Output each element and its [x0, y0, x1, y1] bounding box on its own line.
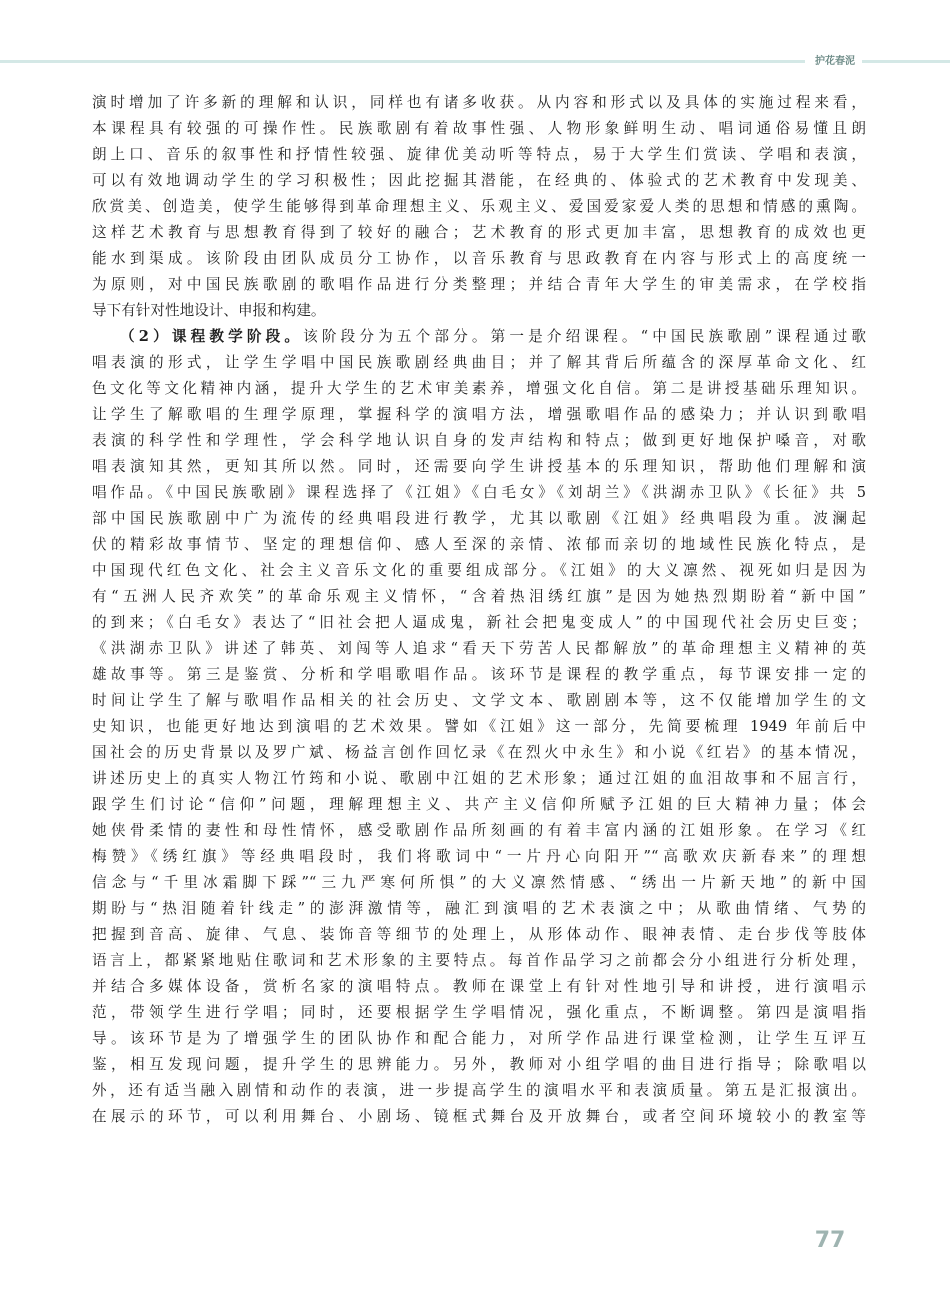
text-line: 有“五洲人民齐欢笑”的革命乐观主义情怀，“含着热泪绣红旗”是因为她热烈期盼着“新中国” — [92, 588, 866, 605]
text-line: 《洪湖赤卫队》讲述了韩英、刘闯等人追求“看天下劳苦人民都解放”的革命理想主义精神的英 — [92, 640, 866, 657]
text-line: 外，还有适当融入剧情和动作的表演，进一步提高学生的演唱水平和表演质量。第五是汇报演出。 — [92, 1082, 866, 1099]
header-rule-left — [0, 60, 805, 63]
text-line: 跟学生们讨论“信仰”问题，理解理想主义、共产主义信仰所赋予江姐的巨大精神力量；体会 — [92, 796, 866, 813]
text-line: 梅赞》《绣红旗》等经典唱段时，我们将歌词中“一片丹心向阳开”“高歌欢庆新春来”的理想 — [92, 848, 866, 865]
text-line: 导。该环节是为了增强学生的团队协作和配合能力，对所学作品进行课堂检测，让学生互评互 — [92, 1030, 866, 1047]
text-line: 表演的科学性和学理性，学会科学地认识自身的发声结构和特点；做到更好地保护嗓音，对歌 — [92, 432, 866, 449]
text-line: 信念与“千里冰霜脚下踩”“三九严寒何所惧”的大义凛然情感、“绣出一片新天地”的新中国 — [92, 874, 866, 891]
text-line: 鉴，相互发现问题，提升学生的思辨能力。另外，教师对小组学唱的曲目进行指导；除歌唱以 — [92, 1056, 866, 1073]
text-line: 这样艺术教育与思想教育得到了较好的融合；艺术教育的形式更加丰富，思想教育的成效也更 — [92, 224, 866, 241]
text-line: 本课程具有较强的可操作性。民族歌剧有着故事性强、人物形象鲜明生动、唱词通俗易懂且朗 — [92, 120, 866, 137]
text-line: 为原则，对中国民族歌剧的歌唱作品进行分类整理；并结合青年大学生的审美需求，在学校指 — [92, 276, 866, 293]
text-line: 的到来；《白毛女》表达了“旧社会把人逼成鬼，新社会把鬼变成人”的中国现代社会历史巨变； — [92, 614, 866, 631]
paragraph-2-first-line — [92, 324, 866, 350]
page-number: 77 — [814, 1228, 846, 1253]
text-line: 唱表演知其然，更知其所以然。同时，还需要向学生讲授基本的乐理知识，帮助他们理解和演 — [92, 458, 866, 475]
text-line: 她侠骨柔情的妻性和母性情怀，感受歌剧作品所刻画的有着丰富内涵的江姐形象。在学习《红 — [92, 822, 866, 839]
text-line: 史知识，也能更好地达到演唱的艺术效果。譬如《江姐》这一部分，先简要梳理 1949 年前后中 — [92, 718, 866, 735]
text-line: 色文化等文化精神内涵，提升大学生的艺术审美素养，增强文化自信。第二是讲授基础乐理知识。 — [92, 380, 866, 397]
text-line: 范，带领学生进行学唱；同时，还要根据学生学唱情况，强化重点，不断调整。第四是演唱指 — [92, 1004, 866, 1021]
text-line: 让学生了解歌唱的生理学原理，掌握科学的演唱方法，增强歌唱作品的感染力；并认识到歌唱 — [92, 406, 866, 423]
paragraph-1 — [92, 90, 866, 324]
text-line: 可以有效地调动学生的学习积极性；因此挖掘其潜能，在经典的、体验式的艺术教育中发现美、 — [92, 172, 866, 189]
text-line: 欣赏美、创造美，使学生能够得到革命理想主义、乐观主义、爱国爱家爱人类的思想和情感的熏陶。 — [92, 198, 866, 215]
body-text — [92, 90, 866, 1130]
text-line: 能水到渠成。该阶段由团队成员分工协作，以音乐教育与思政教育在内容与形式上的高度统一 — [92, 250, 866, 267]
text-line: 部中国民族歌剧中广为流传的经典唱段进行教学，尤其以歌剧《江姐》经典唱段为重。波澜起 — [92, 510, 866, 527]
text-line: 并结合多媒体设备，赏析名家的演唱特点。教师在课堂上有针对性地引导和讲授，进行演唱示 — [92, 978, 866, 995]
text-line: 在展示的环节，可以利用舞台、小剧场、镜框式舞台及开放舞台，或者空间环境较小的教室等 — [92, 1108, 866, 1125]
running-header-title: 护花春泥 — [815, 56, 855, 67]
text-line: 期盼与“热泪随着针线走”的澎湃激情等，融汇到演唱的艺术表演之中；从歌曲情绪、气势的 — [92, 900, 866, 917]
text-line: 把握到音高、旋律、气息、装饰音等细节的处理上，从形体动作、眼神表情、走台步伐等肢体 — [92, 926, 866, 943]
text-line: 国社会的历史背景以及罗广斌、杨益言创作回忆录《在烈火中永生》和小说《红岩》的基本情况， — [92, 744, 866, 761]
header-rule-right — [862, 60, 950, 63]
text-line: 雄故事等。第三是鉴赏、分析和学唱歌唱作品。该环节是课程的教学重点，每节课安排一定的 — [92, 666, 866, 683]
section-subheading: （2）课程教学阶段。 — [120, 328, 304, 345]
text-line: 讲述历史上的真实人物江竹筠和小说、歌剧中江姐的艺术形象；通过江姐的血泪故事和不屈言行， — [92, 770, 866, 787]
text-line: 演时增加了许多新的理解和认识，同样也有诸多收获。从内容和形式以及具体的实施过程来看， — [92, 94, 866, 111]
text-line: 朗上口、音乐的叙事性和抒情性较强、旋律优美动听等特点，易于大学生们赏读、学唱和表演， — [92, 146, 866, 163]
text-line: 唱作品。《中国民族歌剧》课程选择了《江姐》《白毛女》《刘胡兰》《洪湖赤卫队》《长征》共 5 — [92, 484, 866, 501]
text-line: 中国现代红色文化、社会主义音乐文化的重要组成部分。《江姐》的大义凛然、视死如归是因为 — [92, 562, 866, 579]
paragraph-2 — [92, 324, 866, 1130]
text-line: 语言上，都紧紧地贴住歌词和艺术形象的主要特点。每首作品学习之前都会分小组进行分析处理， — [92, 952, 866, 969]
text-line: 唱表演的形式，让学生学唱中国民族歌剧经典曲目；并了解其背后所蕴含的深厚革命文化、红 — [92, 354, 866, 371]
text-line: 导下有针对性地设计、申报和构建。 — [92, 302, 326, 319]
text-line: 时间让学生了解与歌唱作品相关的社会历史、文学文本、歌剧剧本等，这不仅能增加学生的文 — [92, 692, 866, 709]
text-span: 该阶段分为五个部分。第一是介绍课程。“中国民族歌剧”课程通过歌 — [303, 328, 866, 345]
text-line: 伏的精彩故事情节、坚定的理想信仰、感人至深的亲情、浓郁而亲切的地域性民族化特点，是 — [92, 536, 866, 553]
